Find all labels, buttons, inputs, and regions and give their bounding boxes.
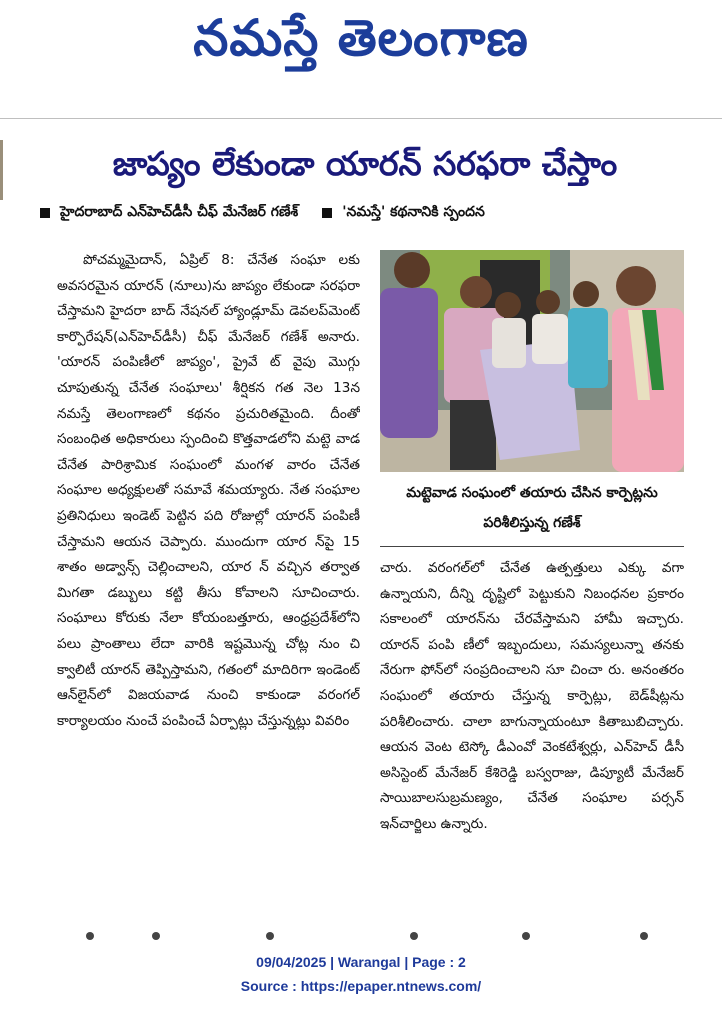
footer-source-link[interactable]: Source : https://epaper.ntnews.com/ bbox=[240, 978, 482, 994]
article-headline: జాప్యం లేకుండా యారన్ సరఫరా చేస్తాం bbox=[112, 144, 618, 183]
masthead-divider bbox=[0, 118, 722, 119]
bullet-square-icon bbox=[40, 208, 50, 218]
masthead bbox=[0, 0, 722, 80]
article-photo bbox=[380, 250, 684, 472]
photo-illustration bbox=[380, 250, 684, 472]
caption-divider bbox=[380, 546, 684, 547]
subhead-1: హైదరాబాద్ ఎన్‌హెచ్‌డీసీ చీఫ్ మేనేజర్ గణేశ్ bbox=[60, 203, 299, 220]
column-end-dot bbox=[86, 932, 94, 940]
subhead-2: 'నమస్తే' కథనానికి స్పందన bbox=[342, 203, 485, 220]
adjacent-article-edge bbox=[0, 140, 3, 200]
column-end-dot bbox=[152, 932, 160, 940]
column-end-dot bbox=[640, 932, 648, 940]
footer-date-line: 09/04/2025 | Warangal | Page : 2 bbox=[256, 954, 466, 970]
column-end-dot bbox=[266, 932, 274, 940]
column-end-dot bbox=[522, 932, 530, 940]
article-column-right bbox=[380, 556, 684, 916]
article-subheads bbox=[40, 200, 690, 226]
bullet-square-icon bbox=[322, 208, 332, 218]
article-column-left bbox=[57, 248, 360, 913]
photo-caption: మట్టెవాడ సంఘంలో తయారు చేసిన కార్పెట్లను పరిశీలిస్తున్న గణేశ్ bbox=[406, 485, 658, 531]
column-end-dot bbox=[410, 932, 418, 940]
newspaper-logo: నమస్తే తెలంగాణ bbox=[193, 9, 529, 67]
article-body-right: చారు. వరంగల్‌లో చేనేత ఉత్పత్తులు ఎక్కు వగా ఉన్నాయని, దీన్ని దృష్టిలో పెట్టుకుని నిబంధనల ప్రకారం సకాలంలో యారన్‌ను చేరవేస్తామని హామీ ఇచ్చారు. యారన్ పంపి ణీలో ఇబ్బందులు, సమస్యలున్నా తనకు నేరుగా ఫోన్‌లో సంప్రదించాలని సూ చించా రు. అనంతరం సంఘంలో తయారు చేస్తున్న కార్పెట్లు, బెడ్‌షీట్లను పరిశీలించారు. చాలా బాగున్నాయంటూ కితాబుబిచ్చారు. ఆయన వెంట టెస్కో డీఎంవో వెంకటేశ్వర్లు, ఎన్‌హెచ్ డీసీ అసిస్టెంట్ మేనేజర్ కేశిరెడ్డి బస్వరాజు, డిప్యూటీ మేనేజర్ సాయిబాలసుబ్రమణ్యం, చేనేత సంఘాల పర్సన్ ఇన్‌చార్జిలు ఉన్నారు. bbox=[380, 560, 684, 832]
article-body-left: పోచమ్మమైదాన్, ఏప్రిల్ 8: చేనేత సంఘా లకు అవసరమైన యారన్ (నూలు)ను జాప్యం లేకుండా సరఫరా చేస్తామని హైదరా బాద్ నేషనల్ హ్యాండ్లూమ్ డెవలప్‌మెంట్ కార్పొరేషన్(ఎన్‌హెచ్‌డీసీ) చీఫ్ మేనేజర్ గణేశ్ అనారు. 'యారన్ పంపిణీలో జాప్యం', ప్రైవే ట్ వైపు మొగ్గు చూపుతున్న చేనేత సంఘాలు' శీర్షికన గత నెల 13న నమస్తే తెలంగాణలో కథనం ప్రచురితమైంది. దీంతో సంబంధిత అధికారులు స్పందించి కొత్తవాడలోని మట్టె వాడ చేనేత పారిశ్రామిక సంఘంలో మంగళ వారం చేనేత సంఘాల అధ్యక్షులతో సమావే శమయ్యారు. నేత సంఘాల ప్రతినిధులు ఇండెట్ పెట్టిన పది రోజుల్లో యారన్ పంపిణీ చేస్తామని ఆయన చెప్పారు. ముందుగా యార న్‌పై 15 శాతం అడ్వాన్స్ చెల్లించాలని, యార న్ వచ్చిన తర్వాత మిగతా డబ్బులు కట్టి తీసు కోవాలని సూచించారు. సంఘాలు కోరుకు నేలా కోయంబత్తూరు, ఆంధ్రప్రదేశ్‌లోని పలు ప్రాంతాలు లేదా వారికి ఇష్టమొన్న చోట్ల నుం చి క్వాలిటీ యారన్ తెప్పిస్తామని, గతంలో మాదిరిగా ఇండెంట్ ఆన్‌లైన్‌లో విజయవాడ నుంచి కాకుండా వరంగల్ కార్యాలయం నుంచే పంపించే ఏర్పాట్లు చేస్తున్నట్లు వివరిం bbox=[57, 252, 360, 729]
